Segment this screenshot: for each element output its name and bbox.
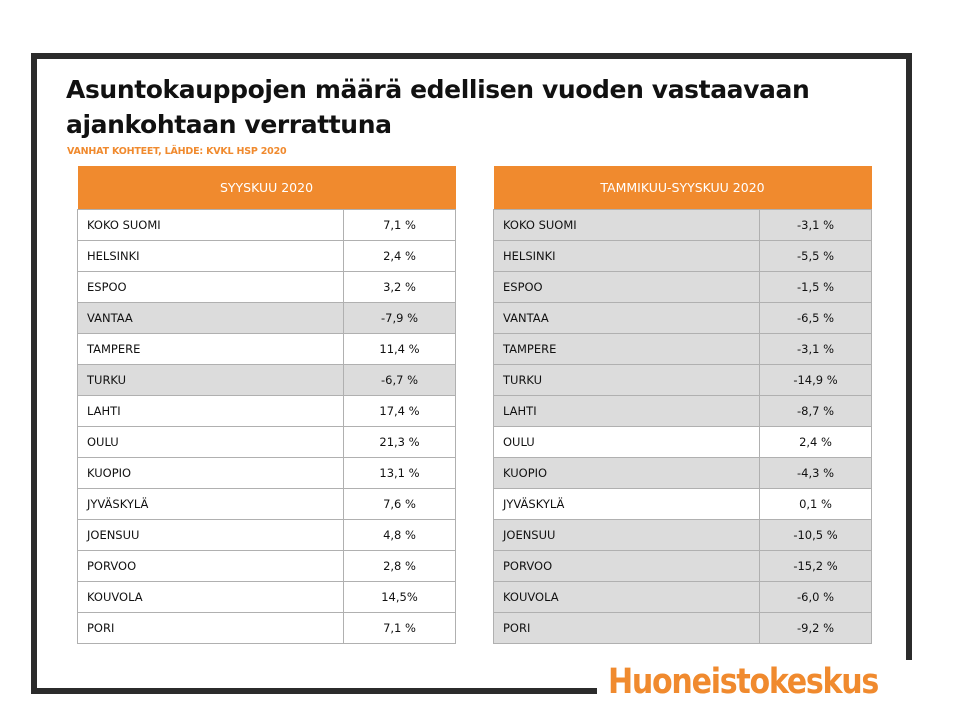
city-cell: PORVOO (78, 551, 344, 582)
value-cell: 2,4 % (344, 241, 456, 272)
city-cell: VANTAA (494, 303, 760, 334)
city-cell: TAMPERE (78, 334, 344, 365)
table-row (78, 520, 456, 551)
value-cell: 21,3 % (344, 427, 456, 458)
city-cell: JOENSUU (494, 520, 760, 551)
city-cell: ESPOO (78, 272, 344, 303)
table-row (78, 365, 456, 396)
table-row (78, 334, 456, 365)
value-cell: -6,0 % (760, 582, 872, 613)
city-cell: KUOPIO (78, 458, 344, 489)
table-row (78, 489, 456, 520)
value-cell: 17,4 % (344, 396, 456, 427)
value-cell: -4,3 % (760, 458, 872, 489)
city-cell: PORVOO (494, 551, 760, 582)
city-cell: KOKO SUOMI (78, 210, 344, 241)
brand-logo: Huoneistokeskus (608, 662, 878, 702)
city-cell: JOENSUU (78, 520, 344, 551)
city-cell: KOKO SUOMI (494, 210, 760, 241)
value-cell: 7,1 % (344, 210, 456, 241)
value-cell: 13,1 % (344, 458, 456, 489)
table-row (78, 396, 456, 427)
city-cell: TURKU (494, 365, 760, 396)
value-cell: -6,7 % (344, 365, 456, 396)
city-cell: OULU (78, 427, 344, 458)
value-cell: 2,4 % (760, 427, 872, 458)
value-cell: 0,1 % (760, 489, 872, 520)
value-cell: -6,5 % (760, 303, 872, 334)
page-title: Asuntokauppojen määrä edellisen vuoden vastaavaan ajankohtaan verrattuna (66, 75, 810, 139)
page-subtitle: VANHAT KOHTEET, LÄHDE: KVKL HSP 2020 (67, 146, 287, 157)
city-cell: KUOPIO (494, 458, 760, 489)
table-row (78, 551, 456, 582)
value-cell: 11,4 % (344, 334, 456, 365)
table-row (494, 334, 872, 365)
table-row (494, 551, 872, 582)
value-cell: 7,1 % (344, 613, 456, 644)
table-row (494, 520, 872, 551)
city-cell: TURKU (78, 365, 344, 396)
city-cell: ESPOO (494, 272, 760, 303)
value-cell: -3,1 % (760, 334, 872, 365)
table-row (78, 272, 456, 303)
table-row (494, 272, 872, 303)
city-cell: LAHTI (78, 396, 344, 427)
table-row (78, 582, 456, 613)
value-cell: -10,5 % (760, 520, 872, 551)
value-cell: -1,5 % (760, 272, 872, 303)
table-row (78, 458, 456, 489)
table-row (494, 210, 872, 241)
city-cell: KOUVOLA (78, 582, 344, 613)
city-cell: JYVÄSKYLÄ (78, 489, 344, 520)
city-cell: HELSINKI (494, 241, 760, 272)
september-table-header: SYYSKUU 2020 (78, 166, 456, 210)
value-cell: -14,9 % (760, 365, 872, 396)
city-cell: HELSINKI (78, 241, 344, 272)
value-cell: 4,8 % (344, 520, 456, 551)
table-row (494, 427, 872, 458)
table-row (494, 582, 872, 613)
slide-frame-bottom (31, 688, 597, 694)
value-cell: -15,2 % (760, 551, 872, 582)
table-row (494, 365, 872, 396)
table-row (494, 241, 872, 272)
city-cell: PORI (78, 613, 344, 644)
frame-gap (906, 660, 914, 696)
january-september-table-header: TAMMIKUU-SYYSKUU 2020 (494, 166, 872, 210)
table-row (494, 303, 872, 334)
table-row (78, 210, 456, 241)
value-cell: -9,2 % (760, 613, 872, 644)
table-row (78, 613, 456, 644)
table-row (494, 458, 872, 489)
value-cell: 2,8 % (344, 551, 456, 582)
value-cell: 7,6 % (344, 489, 456, 520)
table-row (78, 241, 456, 272)
value-cell: 3,2 % (344, 272, 456, 303)
city-cell: VANTAA (78, 303, 344, 334)
january-september-table (493, 166, 872, 644)
value-cell: -3,1 % (760, 210, 872, 241)
table-row (78, 303, 456, 334)
city-cell: KOUVOLA (494, 582, 760, 613)
value-cell: 14,5% (344, 582, 456, 613)
city-cell: TAMPERE (494, 334, 760, 365)
city-cell: LAHTI (494, 396, 760, 427)
value-cell: -5,5 % (760, 241, 872, 272)
table-row (494, 396, 872, 427)
table-row (78, 427, 456, 458)
city-cell: JYVÄSKYLÄ (494, 489, 760, 520)
table-row (494, 489, 872, 520)
value-cell: -7,9 % (344, 303, 456, 334)
city-cell: PORI (494, 613, 760, 644)
september-table (77, 166, 456, 644)
table-row (494, 613, 872, 644)
city-cell: OULU (494, 427, 760, 458)
value-cell: -8,7 % (760, 396, 872, 427)
